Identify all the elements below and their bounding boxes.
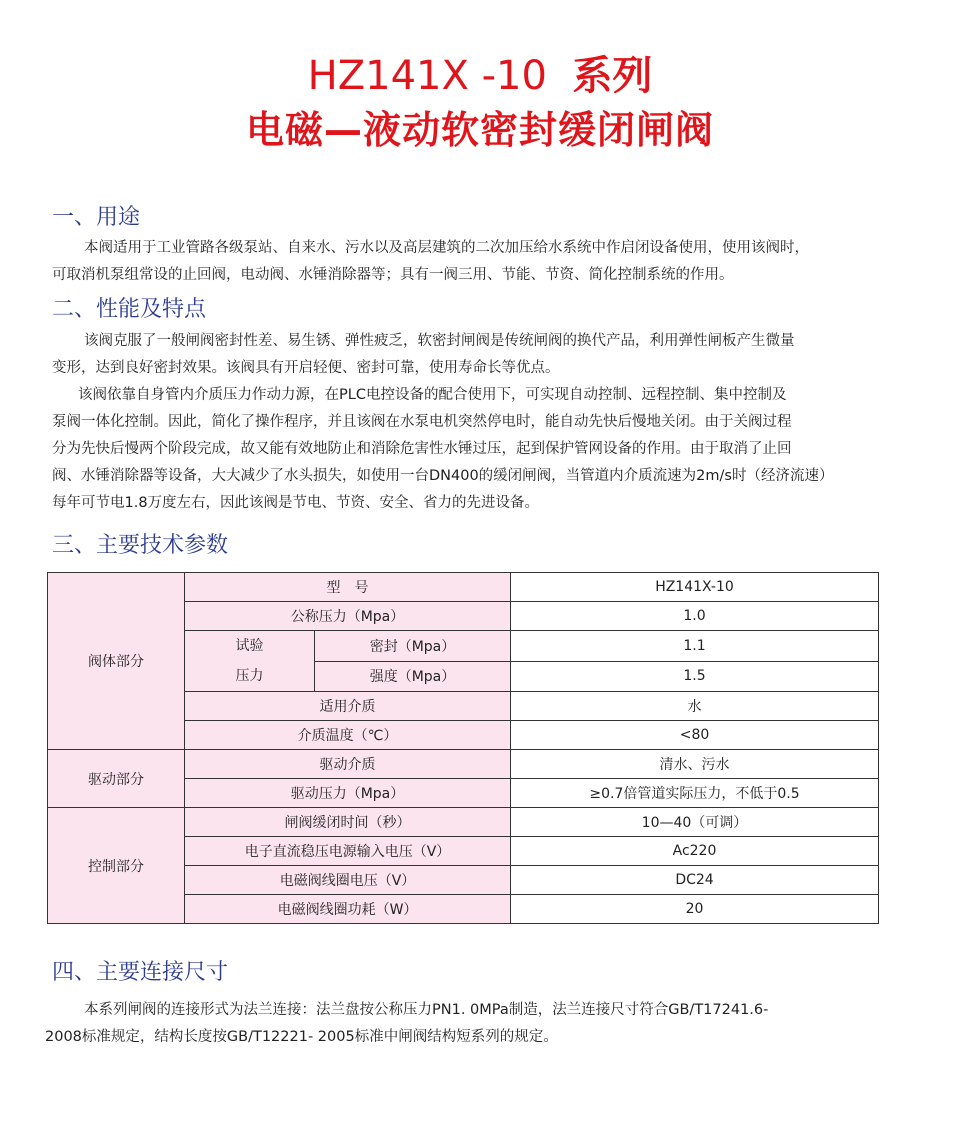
section4-text-line1: 本系列闸阀的连接形式为法兰连接：法兰盘按公称压力PN1. 0MPa制造，法兰连接尺寸符合GB/T17241.6- [84, 1002, 769, 1018]
group-control: 控制部分 [48, 808, 185, 924]
param-label: 电磁阀线圈功耗（W） [185, 895, 511, 924]
title-line1 [0, 50, 960, 102]
table-row [48, 573, 879, 602]
section2-heading: 二、性能及特点 [52, 297, 207, 322]
series-word: 系列 [572, 53, 653, 99]
param-label: 介质温度（℃） [185, 721, 511, 750]
group-valve-body: 阀体部分 [48, 573, 185, 750]
param-value: DC24 [511, 866, 879, 895]
section4-heading: 四、主要连接尺寸 [52, 960, 229, 985]
param-label: 公称压力（Mpa） [185, 602, 511, 631]
param-label: 电磁阀线圈电压（V） [185, 866, 511, 895]
param-value: <80 [511, 721, 879, 750]
page-title [0, 50, 960, 158]
product-code: HZ141X -10 [307, 53, 547, 99]
param-value: 1.5 [511, 661, 879, 692]
test-pressure-line2: 压力 [235, 668, 264, 684]
param-label: 强度（Mpa） [315, 661, 511, 692]
param-label: 型 号 [185, 573, 511, 602]
param-value: 1.0 [511, 602, 879, 631]
table-row [48, 750, 879, 779]
section4-text-line2: 2008标准规定，结构长度按GB/T12221- 2005标准中闸阀结构短系列的规定。 [45, 1029, 558, 1045]
test-pressure-line1: 试验 [235, 638, 264, 654]
param-value: HZ141X-10 [511, 573, 879, 602]
table-row [48, 808, 879, 837]
param-label: 驱动压力（Mpa） [185, 779, 511, 808]
param-value: Ac220 [511, 837, 879, 866]
section2-text-line5: 分为先快后慢两个阶段完成，故又能有效地防止和消除危害性水锤过压，起到保护管网设备的作用。由于取消了止回 [52, 441, 792, 457]
param-value: 20 [511, 895, 879, 924]
param-label: 适用介质 [185, 692, 511, 721]
section2-text-line2: 变形，达到良好密封效果。该阀具有开启轻便、密封可靠，使用寿命长等优点。 [52, 360, 560, 376]
param-value: 10—40（可调） [511, 808, 879, 837]
param-value: 清水、污水 [511, 750, 879, 779]
title-line2: 电磁—液动软密封缓闭闸阀 [245, 108, 714, 152]
param-label: 闸阀缓闭时间（秒） [185, 808, 511, 837]
param-value: 水 [511, 692, 879, 721]
section1-text-line1: 本阀适用于工业管路各级泵站、自来水、污水以及高层建筑的二次加压给水系统中作启闭设备使用，使用该阀时， [84, 240, 809, 256]
param-label: 电子直流稳压电源输入电压（V） [185, 837, 511, 866]
section2-text-line3: 该阀依靠自身管内介质压力作动力源，在PLC电控设备的配合使用下，可实现自动控制、远程控制、集中控制及 [78, 387, 787, 403]
param-label: 驱动介质 [185, 750, 511, 779]
group-drive: 驱动部分 [48, 750, 185, 808]
test-pressure-label [185, 631, 315, 692]
section2-text-line1: 该阀克服了一般闸阀密封性差、易生锈、弹性疲乏，软密封闸阀是传统闸阀的换代产品，利用弹性闸板产生微量 [84, 333, 795, 349]
section2-text-line6: 阀、水锤消除器等设备，大大减少了水头损失，如使用一台DN400的缓闭闸阀，当管道内介质流速为2m/s时（经济流速） [52, 468, 834, 484]
spec-table [47, 572, 879, 924]
section1-heading: 一、用途 [52, 205, 141, 230]
param-value: ≥0.7倍管道实际压力，不低于0.5 [511, 779, 879, 808]
section1-text-line2: 可取消机泵组常设的止回阀，电动阀、水锤消除器等；具有一阀三用、节能、节资、简化控制系统的作用。 [52, 267, 734, 283]
param-label: 密封（Mpa） [315, 631, 511, 662]
param-value: 1.1 [511, 631, 879, 662]
section2-text-line4: 泵阀一体化控制。因此，简化了操作程序，并且该阀在水泵电机突然停电时，能自动先快后慢地关闭。由于关阀过程 [52, 414, 792, 430]
section2-text-line7: 每年可节电1.8万度左右，因此该阀是节电、节资、安全、省力的先进设备。 [52, 495, 540, 511]
section3-heading: 三、主要技术参数 [52, 533, 229, 558]
